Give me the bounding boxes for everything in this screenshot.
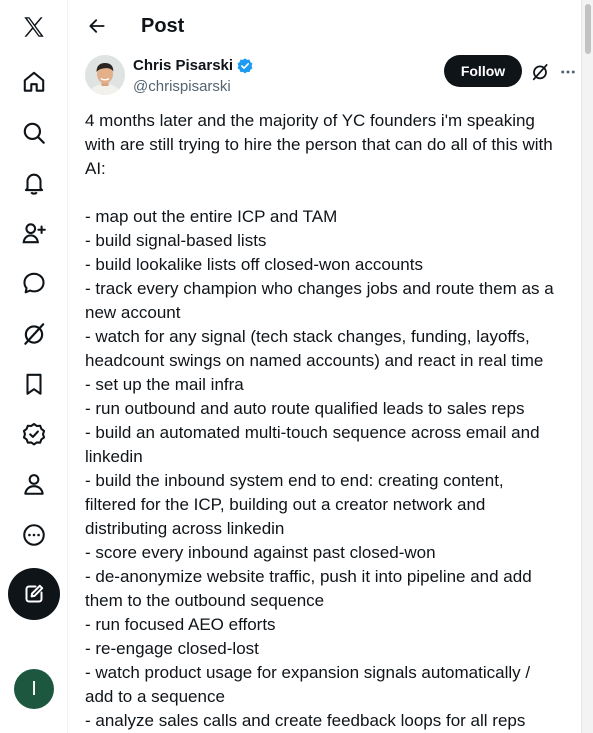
more-horizontal-icon <box>559 63 577 81</box>
scrollbar[interactable] <box>581 0 593 733</box>
post-text-line: AI: <box>85 159 106 178</box>
post-text-line: - run focused AEO efforts <box>85 615 276 634</box>
more-icon[interactable] <box>13 514 55 556</box>
post-text-line: - set up the mail infra <box>85 375 244 394</box>
follow-icon[interactable] <box>13 212 55 254</box>
author-name-row <box>133 56 254 75</box>
post-text-line: headcount swings on named accounts) and react in real time <box>85 351 544 370</box>
page-title: Post <box>141 15 185 37</box>
grok-icon <box>530 62 550 82</box>
scrollbar-thumb[interactable] <box>585 4 591 54</box>
post-text-line: - analyze sales calls and create feedback loops for all reps <box>85 711 526 730</box>
post-text-line: them to the outbound sequence <box>85 591 325 610</box>
post-text-line: - watch product usage for expansion signals automatically / <box>85 663 531 682</box>
post-text-line: new account <box>85 303 181 322</box>
post-text <box>85 109 577 733</box>
account-avatar[interactable] <box>14 669 54 709</box>
post-text-line: - build signal-based lists <box>85 231 267 250</box>
post-text-line: - build lookalike lists off closed-won accounts <box>85 255 423 274</box>
post-text-line: linkedin <box>85 447 143 466</box>
explore-icon[interactable] <box>13 112 55 154</box>
more-options-button[interactable] <box>555 59 581 85</box>
post-text-line: distributing across linkedin <box>85 519 285 538</box>
post-text-line: with are still trying to hire the person that can do all of this with <box>85 135 553 154</box>
post-text-line: - re-engage closed-lost <box>85 639 259 658</box>
verified-badge-icon <box>236 57 254 75</box>
post-text-line: 4 months later and the majority of YC founders i'm speaking <box>85 111 535 130</box>
left-nav-rail <box>0 0 68 733</box>
x-logo-icon[interactable] <box>13 6 55 48</box>
post-text-line <box>85 181 577 205</box>
post-text-line: - track every champion who changes jobs and route them as a <box>85 279 554 298</box>
account-initial: I <box>31 677 37 700</box>
post-text-line: filtered for the ICP, building out a creator network and <box>85 495 486 514</box>
home-icon[interactable] <box>13 61 55 103</box>
grok-icon[interactable] <box>13 313 55 355</box>
back-button[interactable] <box>81 10 113 42</box>
post-text-line: - watch for any signal (tech stack changes, funding, layoffs, <box>85 327 530 346</box>
profile-icon[interactable] <box>13 463 55 505</box>
follow-button[interactable]: Follow <box>444 55 522 87</box>
post-text-line: - build an automated multi-touch sequence across email and <box>85 423 540 442</box>
post-text-line: add to a sequence <box>85 687 225 706</box>
notifications-icon[interactable] <box>13 162 55 204</box>
post-text-line: - run outbound and auto route qualified leads to sales reps <box>85 399 525 418</box>
compose-button[interactable] <box>8 568 60 620</box>
bookmarks-icon[interactable] <box>13 363 55 405</box>
compose-icon <box>22 582 46 606</box>
messages-icon[interactable] <box>13 262 55 304</box>
post-text-line: - de-anonymize website traffic, push it into pipeline and add <box>85 567 532 586</box>
post-detail <box>69 0 581 733</box>
grok-button[interactable] <box>527 59 553 85</box>
post-text-line: - build the inbound system end to end: creating content, <box>85 471 504 490</box>
author-name[interactable]: Chris Pisarski <box>133 57 234 74</box>
arrow-left-icon <box>87 16 107 36</box>
author-avatar[interactable] <box>85 55 125 95</box>
post-text-line: - score every inbound against past closed-won <box>85 543 436 562</box>
post-header <box>69 0 581 52</box>
post-text-line: - map out the entire ICP and TAM <box>85 207 338 226</box>
author-handle[interactable]: @chrispisarski <box>133 78 231 95</box>
verified-orgs-icon[interactable] <box>13 413 55 455</box>
